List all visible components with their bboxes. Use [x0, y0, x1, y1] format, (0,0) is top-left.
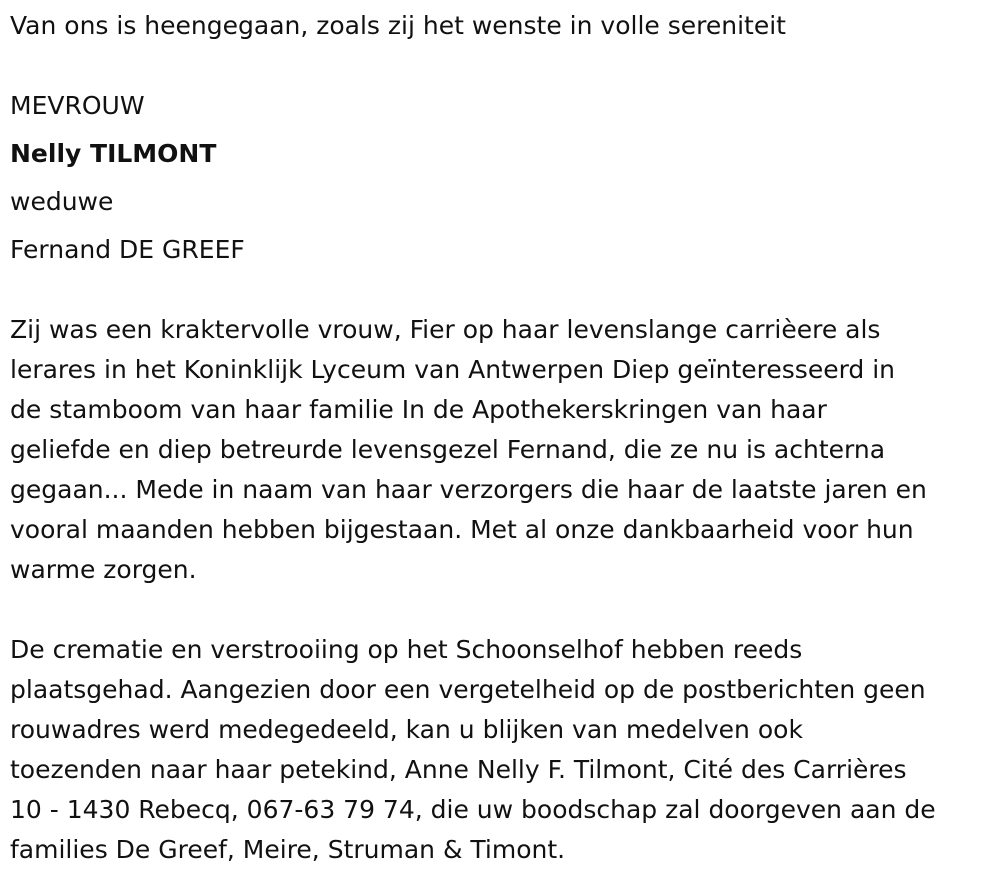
paragraph-1 [10, 310, 990, 590]
spacer [10, 46, 990, 86]
paragraph-line: 10 - 1430 Rebecq, 067-63 79 74, die uw boodschap zal doorgeven aan de [10, 795, 936, 824]
spacer [10, 590, 990, 630]
paragraph-2 [10, 630, 990, 870]
deceased-name [10, 134, 990, 174]
paragraph-line: warme zorgen. [10, 555, 197, 584]
spacer [10, 270, 990, 310]
salutation: MEVROUW [10, 91, 145, 120]
paragraph-line: families De Greef, Meire, Struman & Timont. [10, 835, 566, 864]
intro-text: Van ons is heengegaan, zoals zij het wenste in volle sereniteit [10, 11, 786, 40]
paragraph-line: geliefde en diep betreurde levensgezel Fernand, die ze nu is achterna [10, 435, 886, 464]
deceased-name-text: Nelly TILMONT [10, 139, 217, 168]
paragraph-line: rouwadres werd medegedeeld, kan u blijken van medelven ook [10, 715, 803, 744]
paragraph-line: vooral maanden hebben bijgestaan. Met al onze dankbaarheid voor hun [10, 515, 914, 544]
relation-text: weduwe [10, 187, 114, 216]
paragraph-line: Zij was een kraktervolle vrouw, Fier op haar levenslange carrièere als [10, 315, 881, 344]
paragraph-line: de stamboom van haar familie In de Apothekerskringen van haar [10, 395, 827, 424]
paragraph-line: gegaan... Mede in naam van haar verzorgers die haar de laatste jaren en [10, 475, 927, 504]
paragraph-line: De crematie en verstrooiing op het Schoonselhof hebben reeds [10, 635, 803, 664]
spouse-name: Fernand DE GREEF [10, 235, 245, 264]
paragraph-line: lerares in het Koninklijk Lyceum van Antwerpen Diep geïnteresseerd in [10, 355, 896, 384]
paragraph-line: plaatsgehad. Aangezien door een vergetelheid op de postberichten geen [10, 675, 926, 704]
paragraph-line: toezenden naar haar petekind, Anne Nelly F. Tilmont, Cité des Carrières [10, 755, 907, 784]
